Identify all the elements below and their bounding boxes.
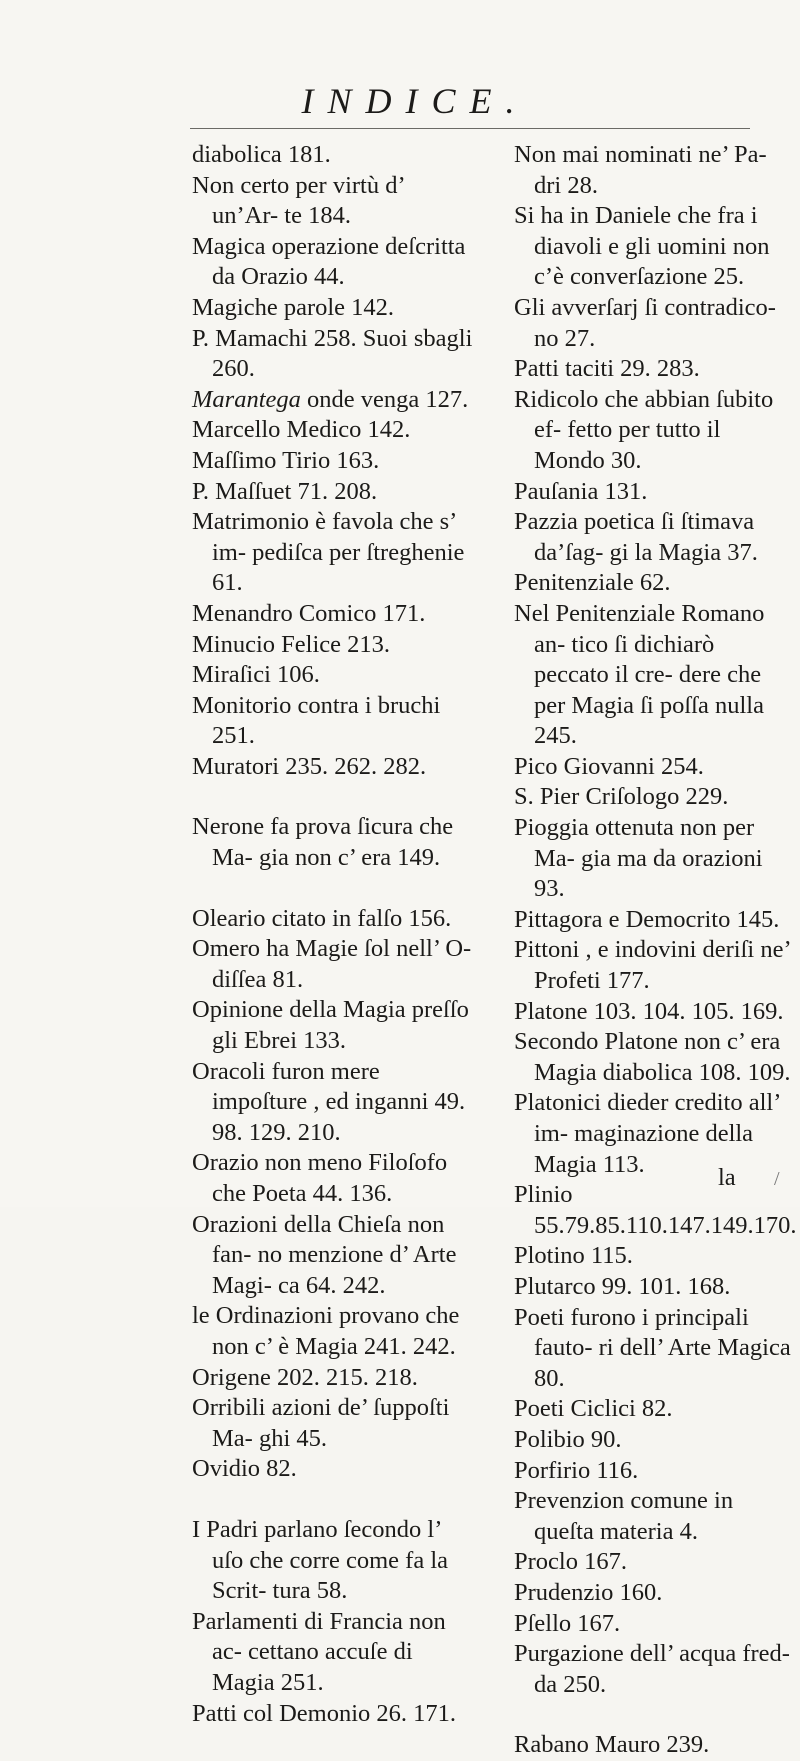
index-entry: [192, 507, 476, 599]
index-entry: [514, 905, 794, 936]
entry-text: Plinio 55.79.85.110.147.149.170.: [514, 1181, 797, 1239]
entry-text: Prevenzion comune in queſta materia 4.: [514, 1487, 734, 1545]
index-entry: [514, 507, 794, 568]
index-entry: [192, 477, 476, 508]
left-column: [192, 140, 476, 1729]
entry-text: Purgazione dell’ acqua fred- da 250.: [514, 1640, 790, 1698]
index-entry: [192, 446, 476, 477]
entry-text: Orribili azioni de’ ſuppoſti Ma- ghi 45.: [192, 1394, 450, 1452]
entry-text: Poeti Ciclici 82.: [514, 1395, 673, 1423]
index-entry: [192, 1057, 476, 1149]
entry-text: Ridicolo che abbian ſubito ef- fetto per tutto il Mondo 30.: [514, 385, 774, 474]
index-entry: [514, 1547, 794, 1578]
index-entry: [192, 171, 476, 232]
entry-text: Plutarco 99. 101. 168.: [514, 1272, 731, 1300]
index-entry: [192, 385, 476, 416]
index-entry: [192, 140, 476, 171]
entry-text: Pſello 167.: [514, 1609, 621, 1637]
index-entry: [514, 997, 794, 1028]
index-entry: [514, 568, 794, 599]
index-entry: [192, 630, 476, 661]
index-entry: [514, 1425, 794, 1456]
entry-text: Secondo Platone non c’ era Magia diabolica 108. 109.: [514, 1028, 791, 1086]
entry-text: Magiche parole 142.: [192, 293, 395, 321]
index-entry: [514, 782, 794, 813]
entry-text: P. Maſſuet 71. 208.: [192, 477, 378, 505]
index-entry: [514, 385, 794, 477]
index-entry: [514, 1730, 794, 1761]
index-entry: [514, 1456, 794, 1487]
entry-text: Nel Penitenziale Romano an- tico ſi dichiarò peccato il cre- dere che per Magia ſi poſſa nulla 245.: [514, 599, 765, 750]
entry-text: Porfirio 116.: [514, 1456, 639, 1484]
entry-text: Proclo 167.: [514, 1548, 627, 1576]
index-entry: [514, 1303, 794, 1395]
entry-text: Prudenzio 160.: [514, 1578, 663, 1606]
index-entry: [514, 1027, 794, 1088]
index-entry: [192, 1148, 476, 1209]
entry-text: Oracoli furon mere impoſture , ed inganni 49. 98. 129. 210.: [192, 1057, 466, 1146]
index-entry: [514, 140, 794, 201]
index-entry: [192, 691, 476, 752]
entry-text: P. Mamachi 258. Suoi sbagli 260.: [192, 324, 473, 383]
entry-text: Menandro Comico 171.: [192, 599, 426, 627]
entry-text: Pittoni , e indovini deriſi ne’ Profeti 177.: [514, 936, 790, 995]
index-entry: [192, 1515, 476, 1607]
index-entry: [514, 813, 794, 905]
entry-text: Platone 103. 104. 105. 169.: [514, 997, 784, 1025]
index-entry: [514, 1486, 794, 1547]
corner-mark: /: [774, 1168, 780, 1190]
entry-text: Pittagora e Democrito 145.: [514, 905, 780, 933]
index-entry: [192, 232, 476, 293]
entry-text: Poeti furono i principali fauto- ri dell’ Arte Magica 80.: [514, 1303, 791, 1392]
entry-text: Plotino 115.: [514, 1242, 633, 1270]
index-entry: [192, 1699, 476, 1730]
index-entry: [514, 1578, 794, 1609]
entry-text: Maſſimo Tirio 163.: [192, 446, 380, 474]
index-entry: [514, 201, 794, 293]
entry-text: Ovidio 82.: [192, 1455, 297, 1483]
header-rule: [190, 128, 750, 129]
entry-text: Miraſici 106.: [192, 661, 320, 689]
entry-text: Penitenziale 62.: [514, 569, 671, 597]
entry-text: Monitorio contra i bruchi 251.: [192, 691, 441, 750]
index-entry: [514, 935, 794, 996]
index-entry: [192, 1393, 476, 1454]
index-entry: [514, 1180, 797, 1241]
section-gap: [514, 1700, 794, 1730]
index-entry: [192, 660, 476, 691]
entry-text: Nerone fa prova ſicura che Ma- gia non c’ era 149.: [192, 813, 454, 872]
section-gap: [192, 782, 476, 812]
index-entry: [192, 752, 476, 783]
entry-text: S. Pier Criſologo 229.: [514, 783, 729, 811]
entry-text: Pauſania 131.: [514, 477, 648, 505]
index-entry: [514, 1241, 794, 1272]
entry-text: Patti taciti 29. 283.: [514, 355, 700, 383]
entry-text: onde venga 127.: [307, 385, 469, 413]
index-entry: [192, 599, 476, 630]
index-entry: [192, 324, 476, 385]
entry-text: Omero ha Magie ſol nell’ O- diſſea 81.: [192, 935, 472, 993]
entry-text: Patti col Demonio 26. 171.: [192, 1699, 457, 1727]
index-entry: [514, 1394, 794, 1425]
entry-text: Orazioni della Chieſa non fan- no menzione d’ Arte Magi- ca 64. 242.: [192, 1210, 457, 1299]
entry-text: Muratori 235. 262. 282.: [192, 752, 427, 780]
entry-text: Non mai nominati ne’ Pa- dri 28.: [514, 141, 767, 199]
index-entry: [192, 934, 476, 995]
entry-text: Pioggia ottenuta non per Ma- gia ma da orazioni 93.: [514, 814, 763, 903]
entry-text: Origene 202. 215. 218.: [192, 1363, 418, 1391]
entry-text: Pazzia poetica ſi ſtimava da’ſag- gi la Magia 37.: [514, 508, 758, 566]
entry-text: Platonici dieder credito all’ im- maginazione della Magia 113.: [514, 1089, 780, 1178]
entry-text: Parlamenti di Francia non ac- cettano accuſe di Magia 251.: [192, 1607, 446, 1696]
entry-text: Orazio non meno Filoſofo che Poeta 44. 136.: [192, 1149, 448, 1207]
index-entry: [192, 1210, 476, 1302]
entry-text: Polibio 90.: [514, 1425, 622, 1453]
index-entry: [192, 1607, 476, 1699]
entry-text: Magica operazione deſcritta da Orazio 44.: [192, 232, 466, 291]
entry-text: Oleario citato in falſo 156.: [192, 904, 452, 932]
section-gap: [192, 1485, 476, 1515]
index-entry: [192, 1301, 476, 1362]
entry-text: Non certo per virtù d’ un’Ar- te 184.: [192, 171, 404, 230]
page-header: INDICE.: [301, 81, 529, 121]
entry-text: Marcello Medico 142.: [192, 416, 411, 444]
index-entry: [192, 1363, 476, 1394]
entry-text: I Padri parlano ſecondo l’ uſo che corre come fa la Scrit- tura 58.: [192, 1515, 449, 1605]
entry-text: Opinione della Magia preſſo gli Ebrei 133.: [192, 996, 469, 1055]
entry-text: le Ordinazioni provano che non c’ è Magia 241. 242.: [192, 1302, 460, 1360]
index-entry: [192, 293, 476, 324]
index-entry: [514, 599, 794, 752]
index-entry: [514, 354, 794, 385]
index-entry: [514, 477, 794, 508]
index-entry: [192, 995, 476, 1056]
index-entry: [192, 904, 476, 935]
index-entry: [514, 1639, 794, 1700]
catchword: la: [718, 1164, 736, 1191]
index-entry: [514, 1609, 794, 1640]
index-entry: [514, 293, 794, 354]
entry-text: Matrimonio è favola che s’ im- pediſca per ſtreghenie 61.: [192, 508, 465, 597]
entry-text: Si ha in Daniele che fra i diavoli e gli uomini non c’è converſazione 25.: [514, 202, 770, 291]
entry-text: diabolica 181.: [192, 141, 331, 168]
entry-text: Rabano Mauro 239.: [514, 1731, 710, 1759]
right-column: [514, 140, 797, 1761]
section-gap: [192, 874, 476, 904]
italic-term: Marantega: [192, 385, 301, 413]
entry-text: Pico Giovanni 254.: [514, 752, 704, 780]
entry-text: Minucio Felice 213.: [192, 630, 391, 658]
index-entry: [514, 1272, 794, 1303]
index-entry: [192, 415, 476, 446]
index-entry: [514, 752, 794, 783]
index-entry: [192, 1454, 476, 1485]
index-entry: [514, 1088, 794, 1180]
index-entry: [192, 812, 476, 873]
entry-text: Gli avverſarj ſi contradico- no 27.: [514, 293, 776, 352]
